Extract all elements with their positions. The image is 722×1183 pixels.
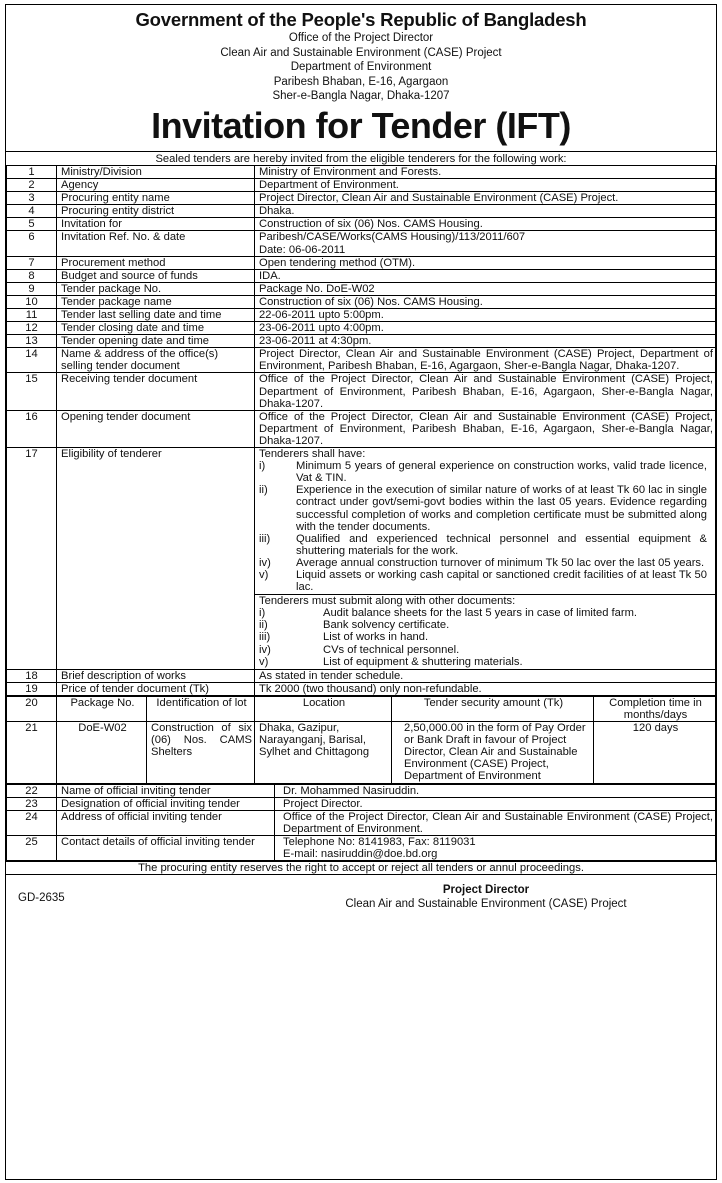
row-value: As stated in tender schedule. (255, 669, 716, 682)
row-value: Construction of six (06) Nos. CAMS Housing. (255, 295, 716, 308)
table-row (7, 322, 716, 335)
row-value (275, 835, 716, 860)
contact-email: E-mail: nasiruddin@doe.bd.org (283, 848, 438, 861)
row-number: 4 (7, 205, 57, 218)
row-label: Contact details of official inviting tender (57, 835, 275, 860)
table-row (7, 669, 716, 682)
documents-intro: Tenderers must submit along with other documents: (259, 595, 516, 608)
row-label: Tender opening date and time (57, 335, 255, 348)
intro-text: Sealed tenders are hereby invited from the eligible tenderers for the following work: (6, 151, 716, 165)
list-item: ii) Experience in the execution of similar nature of works of at least Tk 60 lac in single contract under govt/semi-govt bodies within the last 05 years. Evidence regarding successful completion of works and completion certificate must be submitted along with the tender documents. (259, 484, 707, 533)
lot-table (6, 696, 716, 784)
row-label: Tender last selling date and time (57, 309, 255, 322)
table-row (7, 784, 716, 797)
tender-notice (5, 4, 717, 1180)
row-number: 10 (7, 295, 57, 308)
row-label: Tender closing date and time (57, 322, 255, 335)
column-header: Tender security amount (Tk) (392, 696, 594, 721)
row-value: Construction of six (06) Nos. CAMS Housing. (255, 218, 716, 231)
row-label: Designation of official inviting tender (57, 797, 275, 810)
row-label: Procuring entity name (57, 192, 255, 205)
row-number: 1 (7, 165, 57, 178)
list-item: v) List of equipment & shuttering materials. (259, 655, 523, 668)
lot-security: 2,50,000.00 in the form of Pay Order or Bank Draft in favour of Project Director, Clean Air and Sustainable Environment (CASE) Project, Department of Environment (392, 722, 594, 783)
list-item: iii) List of works in hand. (259, 631, 429, 644)
table-row (7, 165, 716, 178)
gd-code: GD-2635 (18, 892, 65, 905)
row-label: Receiving tender document (57, 373, 255, 410)
row-number: 20 (7, 696, 57, 721)
contact-phone: Telephone No: 8141983, Fax: 8119031 (283, 835, 476, 848)
list-item: ii) Bank solvency certificate. (259, 619, 450, 632)
row-value: Project Director. (275, 797, 716, 810)
table-row (7, 348, 716, 373)
table-row (7, 269, 716, 282)
row-label: Brief description of works (57, 669, 255, 682)
official-table (6, 784, 716, 862)
address-line-2: Sher-e-Bangla Nagar, Dhaka-1207 (272, 90, 450, 103)
row-label: Tender package name (57, 295, 255, 308)
lot-location: Dhaka, Gazipur, Narayanganj, Barisal, Sylhet and Chittagong (255, 722, 392, 783)
table-row (7, 835, 716, 860)
row-label: Address of official inviting tender (57, 810, 275, 835)
project-line: Clean Air and Sustainable Environment (CASE) Project (220, 46, 502, 59)
row-value: Dhaka. (255, 205, 716, 218)
notice-footer (6, 874, 716, 918)
row-value: Package No. DoE-W02 (255, 282, 716, 295)
signatory-project: Clean Air and Sustainable Environment (CASE) Project (345, 898, 627, 911)
row-label: Ministry/Division (57, 165, 255, 178)
row-number: 11 (7, 309, 57, 322)
row-label: Agency (57, 179, 255, 192)
lot-row (7, 722, 716, 783)
table-row (7, 295, 716, 308)
row-number: 8 (7, 269, 57, 282)
table-row (7, 218, 716, 231)
eligibility-criteria (255, 448, 716, 595)
table-row-eligibility (7, 448, 716, 595)
table-row (7, 335, 716, 348)
reserve-note: The procuring entity reserves the right to accept or reject all tenders or annul proceedings. (6, 861, 716, 874)
row-label: Name of official inviting tender (57, 784, 275, 797)
column-header: Package No. (57, 696, 147, 721)
row-number: 19 (7, 682, 57, 695)
government-title: Government of the People's Republic of Bangladesh (135, 9, 587, 30)
row-label: Procurement method (57, 256, 255, 269)
row-value: Dr. Mohammed Nasiruddin. (275, 784, 716, 797)
list-item: iv) Average annual construction turnover of minimum Tk 50 lac over the last 05 years. (259, 556, 705, 569)
row-number: 24 (7, 810, 57, 835)
signatory-title: Project Director (442, 884, 530, 897)
row-label: Procuring entity district (57, 205, 255, 218)
row-number: 2 (7, 179, 57, 192)
row-number: 16 (7, 410, 57, 447)
row-number: 14 (7, 348, 57, 373)
row-value: Office of the Project Director, Clean Air and Sustainable Environment (CASE) Project, Department of Environment, Paribesh Bhaban, E-16, Agargaon, Sher-e-Bangla Nagar, Dhaka-1207. (255, 373, 716, 410)
row-number: 13 (7, 335, 57, 348)
row-value: 23-06-2011 upto 4:00pm. (255, 322, 716, 335)
row-value: Tk 2000 (two thousand) only non-refundable. (255, 682, 716, 695)
ref-date: Date: 06-06-2011 (259, 243, 346, 256)
row-number: 7 (7, 256, 57, 269)
table-row (7, 309, 716, 322)
row-label: Name & address of the office(s) selling tender document (57, 348, 255, 373)
lot-package: DoE-W02 (57, 722, 147, 783)
lot-identification: Construction of six (06) Nos. CAMS Shelters (147, 722, 255, 783)
table-row (7, 373, 716, 410)
row-number: 3 (7, 192, 57, 205)
row-number: 6 (7, 231, 57, 256)
row-value: Office of the Project Director, Clean Air and Sustainable Environment (CASE) Project, Department of Environment. (275, 810, 716, 835)
row-number: 23 (7, 797, 57, 810)
row-number: 12 (7, 322, 57, 335)
row-value: Open tendering method (OTM). (255, 256, 716, 269)
table-row (7, 192, 716, 205)
office-line: Office of the Project Director (288, 32, 434, 44)
row-value (255, 231, 716, 256)
row-value: Office of the Project Director, Clean Air and Sustainable Environment (CASE) Project, Department of Environment, Paribesh Bhaban, E-16, Agargaon, Sher-e-Bangla Nagar, Dhaka-1207. (255, 410, 716, 447)
list-item: iv) CVs of technical personnel. (259, 643, 460, 656)
table-row (7, 797, 716, 810)
row-value: 22-06-2011 upto 5:00pm. (255, 309, 716, 322)
required-documents (255, 595, 716, 670)
column-header: Identification of lot (147, 696, 255, 721)
signature-block (266, 883, 706, 911)
row-label: Invitation for (57, 218, 255, 231)
row-number: 15 (7, 373, 57, 410)
lot-header-row (7, 696, 716, 721)
row-label: Budget and source of funds (57, 269, 255, 282)
department-line: Department of Environment (290, 61, 432, 74)
row-value: Ministry of Environment and Forests. (255, 165, 716, 178)
row-number: 25 (7, 835, 57, 860)
row-number: 5 (7, 218, 57, 231)
row-number: 18 (7, 669, 57, 682)
table-row (7, 256, 716, 269)
table-row (7, 810, 716, 835)
address-line-1: Paribesh Bhaban, E-16, Agargaon (273, 75, 449, 88)
row-number: 17 (7, 448, 57, 670)
notice-header (6, 9, 716, 147)
row-value: Project Director, Clean Air and Sustainable Environment (CASE) Project, Department of Environment, Paribesh Bhaban, E-16, Agargaon, Sher-e-Bangla Nagar, Dhaka-1207. (255, 348, 716, 373)
table-row (7, 231, 716, 256)
table-row (7, 205, 716, 218)
row-label: Invitation Ref. No. & date (57, 231, 255, 256)
lot-completion: 120 days (594, 722, 716, 783)
column-header: Completion time in months/days (594, 696, 716, 721)
page-title: Invitation for Tender (IFT) (151, 104, 571, 146)
row-label: Opening tender document (57, 410, 255, 447)
table-row (7, 410, 716, 447)
list-item: i) Audit balance sheets for the last 5 years in case of limited farm. (259, 607, 638, 620)
row-number: 21 (7, 722, 57, 783)
eligibility-intro: Tenderers shall have: (259, 448, 366, 461)
column-header: Location (255, 696, 392, 721)
table-row (7, 179, 716, 192)
row-label: Price of tender document (Tk) (57, 682, 255, 695)
row-value: 23-06-2011 at 4:30pm. (255, 335, 716, 348)
row-label: Tender package No. (57, 282, 255, 295)
row-label: Eligibility of tenderer (57, 448, 255, 670)
table-row (7, 682, 716, 695)
row-number: 9 (7, 282, 57, 295)
ref-number: Paribesh/CASE/Works(CAMS Housing)/113/2011/607 (259, 231, 526, 244)
table-row (7, 282, 716, 295)
tender-table-main (6, 165, 716, 696)
row-value: Project Director, Clean Air and Sustainable Environment (CASE) Project. (255, 192, 716, 205)
row-value: Department of Environment. (255, 179, 716, 192)
row-value: IDA. (255, 269, 716, 282)
row-number: 22 (7, 784, 57, 797)
list-item: i) Minimum 5 years of general experience on construction works, valid trade licence, Vat & TIN. (259, 460, 707, 485)
list-item: iii) Qualified and experienced technical personnel and essential equipment & shuttering materials for the work. (259, 532, 707, 557)
list-item: v) Liquid assets or working cash capital or sanctioned credit facilities of at least Tk 50 lac. (259, 568, 707, 594)
